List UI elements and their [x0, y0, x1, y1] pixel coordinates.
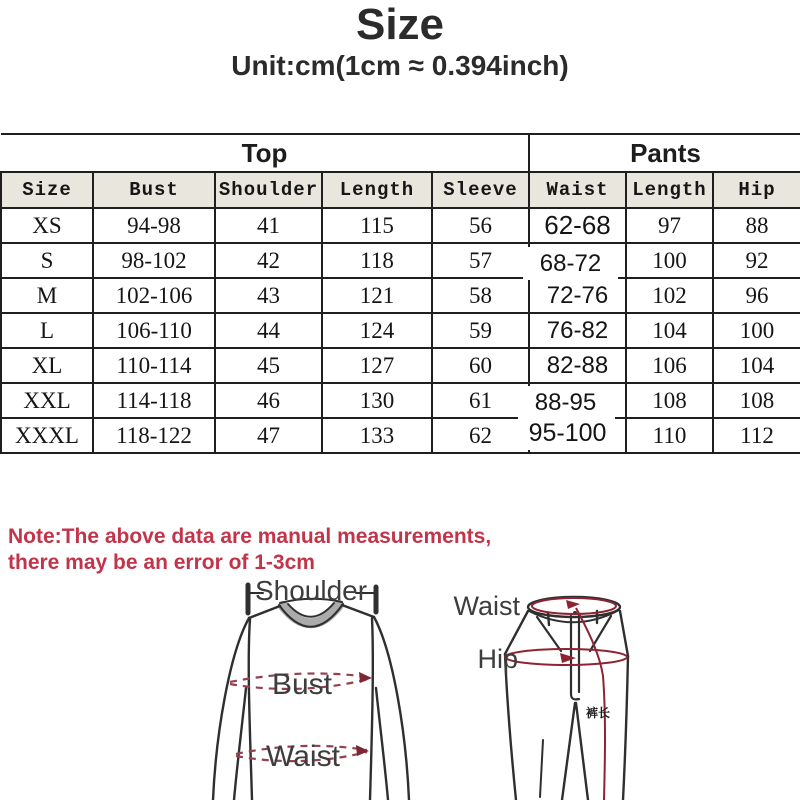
note-line-2: there may be an error of 1-3cm	[8, 551, 315, 574]
cell-shoulder: 45	[215, 348, 322, 383]
cell-bust: 102-106	[93, 278, 215, 313]
table-row-m	[1, 278, 800, 313]
cell-waist: 95-100	[519, 416, 616, 451]
shirt-sketch	[213, 575, 409, 800]
cell-top-length: 118	[322, 243, 432, 278]
cell-hip: 104	[713, 348, 800, 383]
cell-size: XL	[1, 348, 93, 383]
left-leg-outer	[505, 654, 516, 800]
cell-pants-length: 106	[626, 348, 713, 383]
cell-top-length: 130	[322, 383, 432, 418]
cell-shoulder: 43	[215, 278, 322, 313]
cell-size: S	[1, 243, 93, 278]
torso-right-edge	[370, 618, 373, 800]
cell-top-length: 121	[322, 278, 432, 313]
note-line-1: Note:The above data are manual measurements,	[8, 525, 492, 548]
cell-waist: 68-72	[522, 246, 619, 281]
group-header-pants: Pants	[529, 134, 800, 172]
cell-hip: 88	[713, 208, 800, 243]
cell-pants-length: 100	[626, 243, 713, 278]
cell-top-length: 127	[322, 348, 432, 383]
pants-length-label: 裤长	[586, 706, 611, 720]
cell-hip: 108	[713, 383, 800, 418]
col-header-bust: Bust	[93, 172, 215, 208]
hip-arrowhead	[560, 653, 576, 663]
cell-waist: 82-88	[529, 348, 626, 383]
cell-hip: 112	[713, 418, 800, 453]
shirt-bust-label: Bust	[271, 668, 333, 701]
cell-bust: 106-110	[93, 313, 215, 348]
cell-sleeve: 57	[432, 243, 529, 278]
measurement-diagrams	[0, 560, 800, 800]
table-row-xxl	[1, 383, 800, 418]
col-header-waist: Waist	[529, 172, 626, 208]
group-header-top: Top	[1, 134, 529, 172]
cell-sleeve: 56	[432, 208, 529, 243]
cell-hip: 96	[713, 278, 800, 313]
col-header-size: Size	[1, 172, 93, 208]
cell-size: M	[1, 278, 93, 313]
col-header-shoulder: Shoulder	[215, 172, 322, 208]
table-row-xl	[1, 348, 800, 383]
torso-left-edge	[249, 619, 252, 800]
cell-top-length: 124	[322, 313, 432, 348]
cell-bust: 110-114	[93, 348, 215, 383]
cell-shoulder: 41	[215, 208, 322, 243]
cell-waist: 62-68	[529, 208, 626, 243]
col-header-top-length: Length	[322, 172, 432, 208]
cell-bust: 118-122	[93, 418, 215, 453]
length-measure-line	[576, 608, 605, 800]
unit-subtitle: Unit:cm(1cm ≈ 0.394inch)	[231, 50, 569, 81]
cell-size: XXL	[1, 383, 93, 418]
left-sleeve-inner	[234, 688, 246, 800]
cell-sleeve: 60	[432, 348, 529, 383]
group-header-row	[1, 134, 800, 172]
pants-sketch	[454, 591, 629, 800]
col-header-sleeve: Sleeve	[432, 172, 529, 208]
pants-waist-label: Waist	[453, 591, 520, 621]
cell-shoulder: 47	[215, 418, 322, 453]
table-row-l	[1, 313, 800, 348]
column-header-row	[1, 172, 800, 208]
col-header-pants-length: Length	[626, 172, 713, 208]
page-title: Size	[355, 0, 445, 49]
cell-bust: 114-118	[93, 383, 215, 418]
cell-shoulder: 44	[215, 313, 322, 348]
col-header-hip: Hip	[713, 172, 800, 208]
cell-size: XS	[1, 208, 93, 243]
right-sleeve-inner	[376, 688, 388, 800]
cell-bust: 98-102	[93, 243, 215, 278]
cell-pants-length: 97	[626, 208, 713, 243]
shirt-waist-label: Waist	[266, 740, 340, 773]
cell-pants-length: 110	[626, 418, 713, 453]
cell-pants-length: 104	[626, 313, 713, 348]
cell-pants-length: 108	[626, 383, 713, 418]
bust-arrowhead	[359, 672, 372, 683]
cell-waist: 88-95	[517, 385, 614, 420]
table-row-xs	[1, 208, 800, 243]
cell-pants-length: 102	[626, 278, 713, 313]
cell-shoulder: 42	[215, 243, 322, 278]
inner-leg-lines	[562, 703, 588, 800]
cell-sleeve: 59	[432, 313, 529, 348]
table-row-xxxl	[1, 418, 800, 453]
cell-size: XXXL	[1, 418, 93, 453]
cell-sleeve: 58	[432, 278, 529, 313]
cell-top-length: 133	[322, 418, 432, 453]
cell-waist: 72-76	[529, 278, 626, 313]
cell-shoulder: 46	[215, 383, 322, 418]
right-leg-outer	[623, 656, 628, 800]
size-table	[0, 133, 800, 454]
left-leg-crease	[540, 740, 543, 797]
cell-bust: 94-98	[93, 208, 215, 243]
shirt-shoulder-label: Shoulder	[254, 575, 368, 606]
waist-arrowhead-pants	[566, 600, 580, 609]
cell-sleeve: 61	[432, 383, 529, 418]
cell-size: L	[1, 313, 93, 348]
cell-top-length: 115	[322, 208, 432, 243]
cell-waist: 76-82	[529, 313, 626, 348]
cell-sleeve: 62	[432, 418, 529, 453]
cell-hip: 100	[713, 313, 800, 348]
table-row-s	[1, 243, 800, 278]
waist-arrowhead	[356, 745, 369, 756]
cell-hip: 92	[713, 243, 800, 278]
pants-hip-label: Hip	[477, 644, 518, 674]
